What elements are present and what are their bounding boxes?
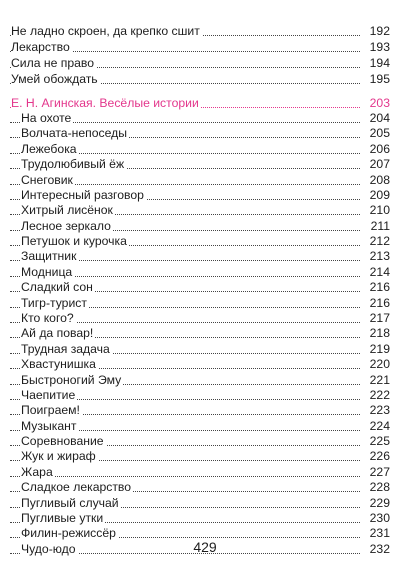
toc-entry-page: 212: [369, 234, 390, 248]
toc-entry-title: Трудолюбивый ёж: [21, 157, 125, 172]
toc-entry-title: Жук и жираф: [21, 449, 96, 464]
toc-entry: [0, 357, 390, 371]
toc-entry: [0, 40, 390, 54]
toc-entry-title: Сладкое лекарство: [21, 480, 132, 495]
leader-dots: [10, 476, 360, 477]
toc-entry-title: Лекарство: [11, 40, 70, 54]
toc-entry-title: Сила не право: [11, 56, 95, 70]
section-page: 203: [369, 96, 390, 110]
toc-entry-page: 194: [369, 56, 390, 70]
toc-entry-page: 210: [369, 203, 390, 218]
toc-entry: [0, 203, 390, 217]
toc-entry-page: 214: [369, 264, 390, 279]
toc-entry: [0, 111, 390, 125]
toc-entry-page: 205: [369, 126, 390, 141]
toc-entry-title: Кто кого?: [21, 310, 74, 325]
toc-entry: [0, 234, 390, 248]
toc-entry-page: 226: [369, 449, 390, 464]
toc-entry-page: 193: [369, 40, 390, 54]
toc-entry-page: 231: [369, 526, 390, 541]
toc-entry-title: Пугливые утки: [21, 510, 104, 525]
toc-entry-title: Лесное зеркало: [21, 218, 111, 233]
toc-entry: [0, 449, 390, 463]
toc-entry-title: Не ладно скроен, да крепко сшит: [11, 24, 200, 38]
toc-entry: [0, 265, 390, 279]
toc-entry-title: Тигр-турист: [21, 295, 87, 310]
toc-entry: [0, 496, 390, 510]
toc-entry: [0, 480, 390, 494]
toc-entry: [0, 56, 390, 70]
toc-entry-title: Сладкий сон: [21, 280, 93, 295]
toc-entry-title: Чаепитие: [21, 387, 76, 402]
toc-entry: [0, 511, 390, 525]
toc-entry: [0, 157, 390, 171]
toc-entry-page: 230: [369, 510, 390, 525]
toc-entry-page: 206: [369, 141, 390, 156]
toc-entry: [0, 280, 390, 294]
toc-entry-page: 211: [370, 218, 390, 233]
toc-entry: [0, 249, 390, 263]
toc-entry-title: Жара: [21, 464, 53, 479]
toc-entry: [0, 311, 390, 325]
toc-entry-title: Музыкант: [21, 418, 77, 433]
toc-entry-page: 228: [369, 480, 390, 495]
toc-entry: [0, 219, 390, 233]
toc-entry-page: 216: [369, 295, 390, 310]
toc-entry-title: Соревнование: [21, 434, 104, 448]
toc-entry-page: 220: [369, 357, 390, 372]
toc-entry-page: 225: [369, 434, 390, 448]
toc-entry: [0, 173, 390, 187]
toc-entry: [0, 419, 390, 433]
toc-entry-page: 207: [369, 157, 390, 172]
toc-entry-page: 209: [369, 187, 390, 202]
toc-entry-page: 208: [369, 172, 390, 187]
toc-entry: [0, 142, 390, 156]
toc-entry-page: 227: [369, 464, 390, 479]
toc-entry-page: 217: [369, 310, 390, 325]
toc-entry: [0, 388, 390, 402]
toc-entry-title: Трудная задача: [21, 341, 110, 356]
toc-entry-title: Умей обождать: [11, 72, 98, 86]
section-title: Е. Н. Агинская. Весёлые истории: [11, 96, 199, 110]
toc-entry-title: Хвастунишка: [21, 357, 96, 372]
toc-entry: [0, 403, 390, 417]
toc-entry-page: 192: [369, 24, 390, 38]
toc-entry-page: 204: [369, 111, 390, 125]
toc-entry-title: Защитник: [21, 249, 77, 264]
toc-entry: [0, 126, 390, 140]
toc-entry-page: 223: [369, 403, 390, 418]
toc-entry-page: 218: [369, 326, 390, 341]
toc-entry-title: Чудо-юдо: [21, 541, 76, 556]
toc-entry-title: Петушок и курочка: [21, 234, 127, 248]
toc-entry-title: Модница: [21, 264, 73, 279]
toc-entry-title: Пугливый случай: [21, 495, 119, 510]
toc-entry-page: 222: [369, 387, 390, 402]
toc-entry: [0, 342, 390, 356]
toc-section-heading: [0, 96, 390, 110]
toc-entry: [0, 434, 390, 448]
toc-entry-page: 213: [369, 249, 390, 264]
toc-entry: [0, 465, 390, 479]
toc-entry-page: 232: [369, 541, 390, 556]
toc-entry-title: Лежебока: [21, 141, 77, 156]
toc-entry: [0, 373, 390, 387]
toc-entry-page: 219: [369, 341, 390, 356]
toc-entry-page: 195: [369, 72, 390, 86]
toc-entry-page: 224: [369, 418, 390, 433]
toc-entry-page: 229: [369, 495, 390, 510]
toc-entry-title: Интересный разговор: [21, 187, 144, 202]
page-number: 429: [193, 539, 217, 555]
toc-entry: [0, 72, 390, 86]
toc-entry: [0, 188, 390, 202]
toc-entry: [0, 296, 390, 310]
toc-entry-title: Поиграем!: [21, 403, 80, 418]
toc-entry-title: Ай да повар!: [21, 326, 94, 341]
toc-entry-title: Снеговик: [21, 172, 73, 187]
toc-entry-title: Филин-режиссёр: [21, 526, 116, 541]
toc-entry: [0, 526, 390, 540]
toc-entry-page: 221: [369, 372, 390, 387]
toc-entry-title: Хитрый лисёнок: [21, 203, 113, 218]
toc-entry-title: На охоте: [21, 111, 72, 125]
toc-entry-title: Быстроногий Эму: [21, 372, 122, 387]
toc-entry-page: 216: [369, 280, 390, 295]
toc-entry-title: Волчата-непоседы: [21, 126, 127, 141]
toc-entry: [0, 24, 390, 38]
toc-entry: [0, 326, 390, 340]
